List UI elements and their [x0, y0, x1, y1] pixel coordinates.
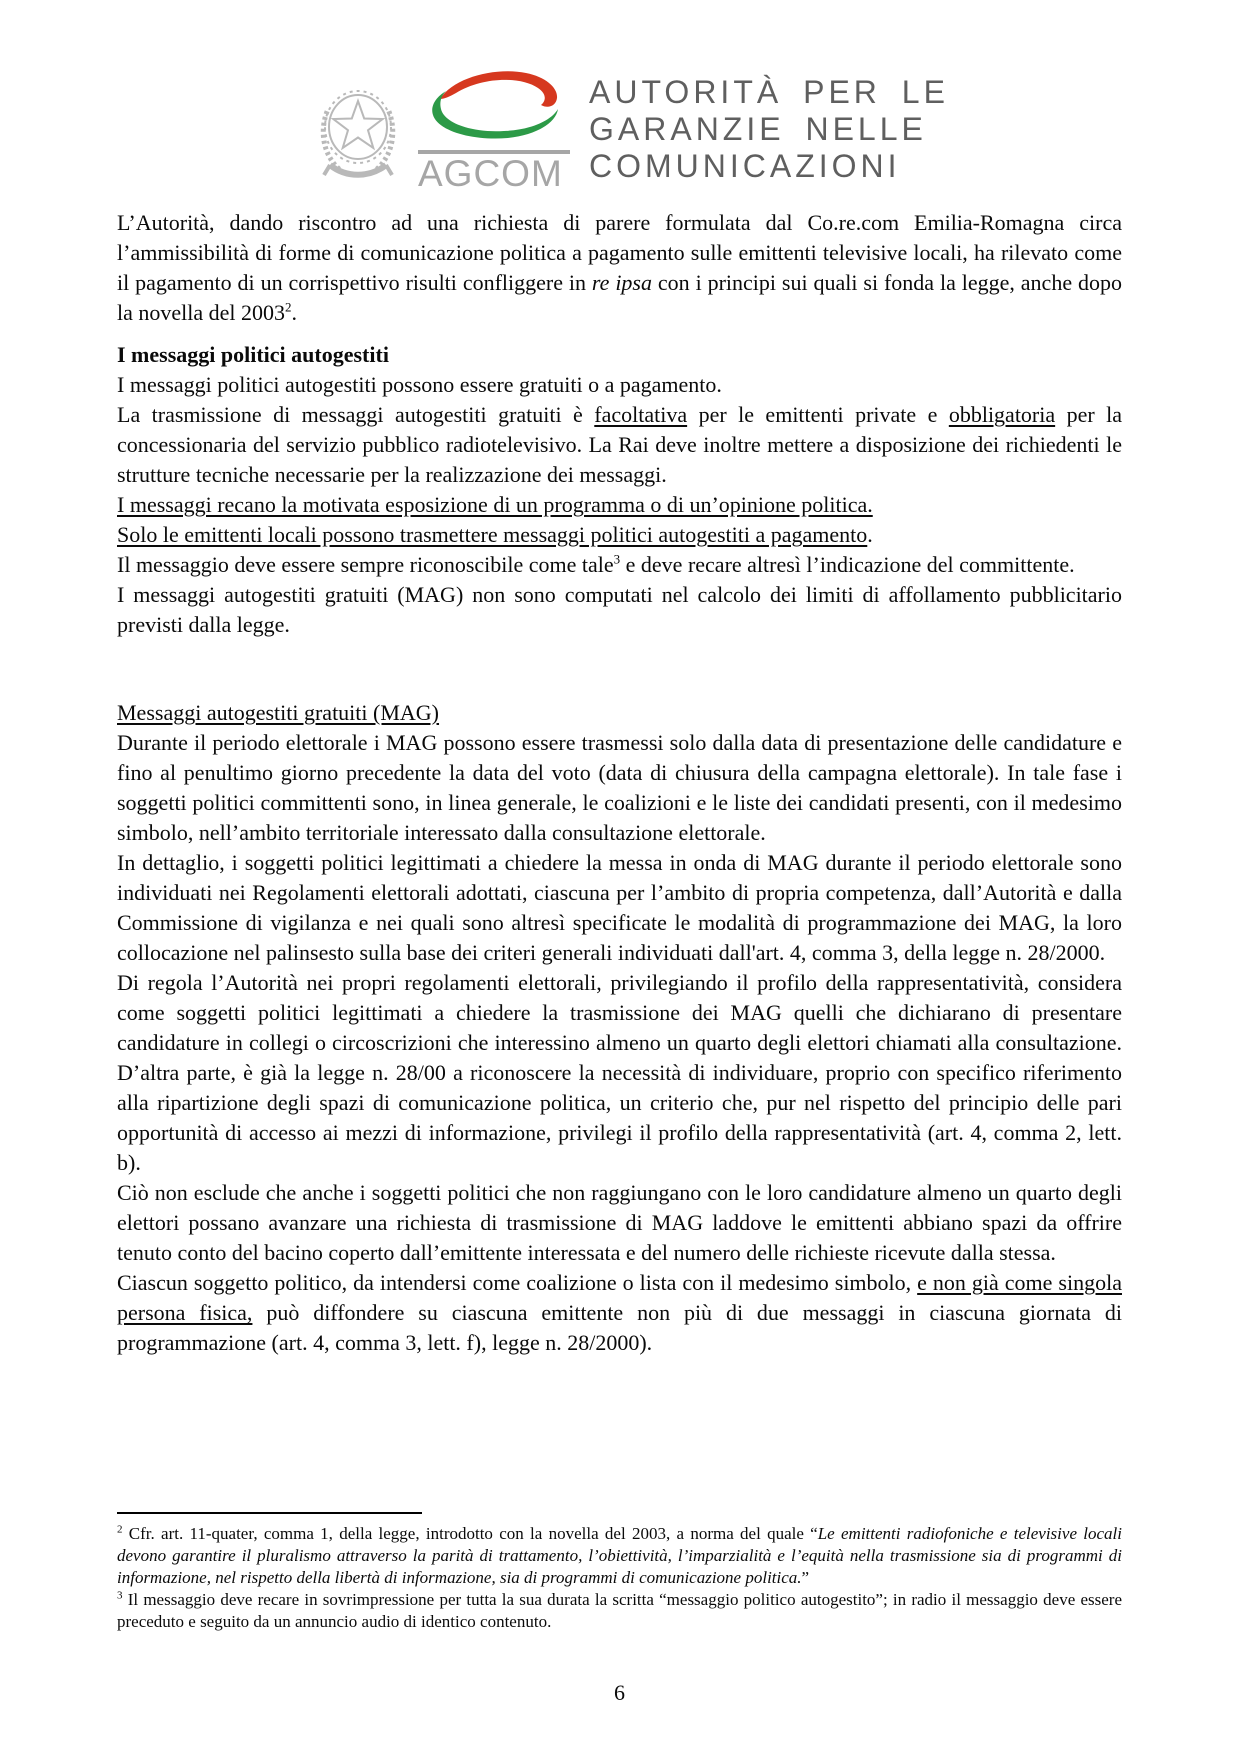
swoosh-red-arc [440, 71, 557, 106]
paragraph-trasmissione-facoltativa: La trasmissione di messaggi autogestiti gratuiti è facoltativa per le emittenti private e obbligatoria per la concessionaria del servizio pubblico radiotelevisivo. La Rai deve inoltre mettere a disposizione dei richiedenti le strutture tecniche necessarie per la realizzazione dei messaggi. [117, 402, 1123, 487]
paragraph-solo-emittenti-locali: Solo le emittenti locali possono trasmettere messaggi politici autogestiti a pagamento. [117, 522, 873, 547]
paragraph-ciascun-soggetto-politico: Ciascun soggetto politico, da intendersi come coalizione o lista con il medesimo simbolo, e non già come singola persona fisica, può diffondere su ciascuna emittente non più di due messaggi in ciascuna giornata di programmazione (art. 4, comma 3, lett. f), legge n. 28/2000). [117, 1270, 1122, 1355]
paragraph-motivata-esposizione: I messaggi recano la motivata esposizione di un programma o di un’opinione politica. [117, 492, 873, 517]
footnote-separator-rule [117, 1512, 422, 1514]
paragraph-cio-non-esclude: Ciò non esclude che anche i soggetti politici che non raggiungano con le loro candidature almeno un quarto degli elettori possano avanzare una richiesta di trasmissione di MAG laddove le emittenti abbiano spazi da offrire tenuto conto del bacino coperto dall’emittente interessata e del numero delle richieste ricevute dalla stessa. [117, 1180, 1122, 1265]
footnote-3: $^3$ Il messaggio deve recare in sovrimpressione per tutta la sua durata la scritta “messaggio politico autogestito”; in radio il messaggio deve essere preceduto e seguito da un annuncio audio di identico contenuto. [117, 1589, 1122, 1631]
heading-messaggi-politici-autogestiti: I messaggi politici autogestiti [117, 342, 389, 367]
page-number: 6 [614, 1680, 625, 1705]
paragraph-riconoscibile-come-tale: Il messaggio deve essere sempre riconoscibile come tale$^3$ e deve recare altresì l’indicazione del committente. [117, 551, 1075, 577]
paragraph-di-regola: Di regola l’Autorità nei propri regolamenti elettorali, privilegiando il profilo della rappresentatività, considera come soggetti politici legittimati a chiedere la trasmissione dei MAG quelli che dichiarano di presentare candidature in collegi o circoscrizioni che interessino almeno un quarto degli elettori chiamati alla consultazione. D’altra parte, è già la legge n. 28/00 a riconoscere la necessità di individuare, proprio con specifico riferimento alla ripartizione degli spazi di comunicazione politica, un criterio che, pur nel rispetto del principio delle pari opportunità di accesso ai mezzi di informazione, privilegi il profilo della rappresentatività (art. 4, comma 2, lett. b). [117, 970, 1122, 1175]
footnote-2: $^2$ Cfr. art. 11-quater, comma 1, della legge, introdotto con la novella del 2003, a norma del quale “Le emittenti radiofoniche e televisive locali devono garantire il pluralismo attraverso la parità di trattamento, l’obiettività, l’imparzialità e l’equità nella trasmissione sia di programmi di informazione, nel rispetto della libertà di informazione, sia di programmi di comunicazione politica.” [117, 1523, 1122, 1587]
swoosh-green-arc [432, 91, 558, 139]
agcom-logo-block [418, 150, 572, 193]
authority-title-line-2: GARANZIE NELLE [589, 111, 927, 147]
authority-title-line-1: AUTORITÀ PER LE [589, 74, 949, 110]
paragraph-in-dettaglio: In dettaglio, i soggetti politici legittimati a chiedere la messa in onda di MAG durante il periodo elettorale sono individuati nei Regolamenti elettorali adottati, ciascuna per l’ambito di propria competenza, dall’Autorità e dalla Commissione di vigilanza e nei quali sono altresì specificate le modalità di programmazione dei MAG, la loro collocazione nel palinsesto sulla base dei criteri generali individuati dall'art. 4, comma 3, della legge n. 28/2000. [117, 850, 1122, 965]
paragraph-durante-periodo-elettorale: Durante il periodo elettorale i MAG possono essere trasmessi solo dalla data di presentazione delle candidature e fino al penultimo giorno precedente la data del voto (data di chiusura della campagna elettorale). In tale fase i soggetti politici committenti sono, in linea generale, le coalizioni e le liste dei candidati presenti, con il medesimo simbolo, nell’ambito territoriale interessato dalla consultazione elettorale. [117, 730, 1122, 845]
italian-republic-emblem-icon [316, 80, 400, 186]
paragraph-gratuiti-o-pagamento: I messaggi politici autogestiti possono essere gratuiti o a pagamento. [117, 372, 722, 397]
agcom-logo-text: AGCOM [418, 153, 563, 194]
heading-messaggi-autogestiti-gratuiti-mag: Messaggi autogestiti gratuiti (MAG) [117, 700, 440, 725]
document-body [117, 208, 1122, 1358]
authority-title-line-3: COMUNICAZIONI [589, 148, 901, 184]
footnotes-section [117, 1512, 1122, 1633]
agcom-swoosh-icon [420, 64, 570, 148]
paragraph-mag-non-computati: I messaggi autogestiti gratuiti (MAG) non sono computati nel calcolo dei limiti di affollamento pubblicitario previsti dalla legge. [117, 582, 1122, 637]
authority-title [589, 74, 949, 185]
paragraph-intro: L’Autorità, dando riscontro ad una richiesta di parere formulata dal Co.re.com Emilia-Romagna circa l’ammissibilità di forme di comunicazione politica a pagamento sulle emittenti televisive locali, ha rilevato come il pagamento di un corrispettivo risulti confliggere in re ipsa con i principi sui quali si fonda la legge, anche dopo la novella del 2003$^2$. [117, 210, 1122, 325]
